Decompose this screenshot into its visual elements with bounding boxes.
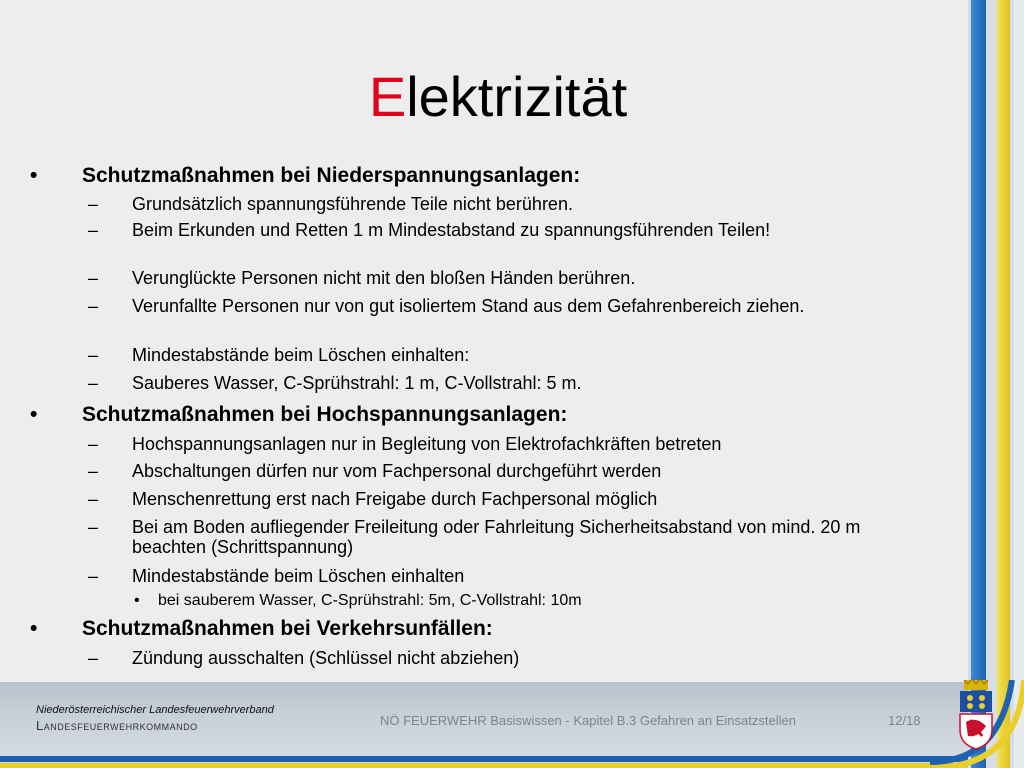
footer-course-text: NÖ FEUERWEHR Basiswissen - Kapitel B.3 Gefahren an Einsatzstellen [380,713,796,728]
list-item-text: Abschaltungen dürfen nur vom Fachpersonal durchgeführt werden [132,461,662,481]
section-heading-text: Schutzmaßnahmen bei Niederspannungsanlagen: [82,164,581,187]
list-item-text: Hochspannungsanlagen nur in Begleitung von Elektrofachkräften betreten [132,434,722,454]
dash-icon: – [88,461,99,481]
footer-blue-line [0,756,968,762]
dash-icon: – [88,296,99,316]
noe-feuerwehr-emblem-icon [956,678,996,750]
list-item-text: Verunglückte Personen nicht mit den bloßen Händen berühren. [132,268,636,288]
list-item-text: Grundsätzlich spannungsführende Teile nicht berühren. [132,194,573,214]
org-name-line2: Landesfeuerwehrkommando [36,718,198,733]
slide-title [0,62,996,132]
dash-icon: – [88,489,99,509]
bullet-icon: • [134,592,140,609]
list-item-text: Bei am Boden aufliegender Freileitung oder Fahrleitung Sicherheitsabstand von mind. 20 m beachten (Schrittspannung) [132,517,861,557]
section-heading-text: Schutzmaßnahmen bei Hochspannungsanlagen: [82,403,568,426]
list-item-text: Beim Erkunden und Retten 1 m Mindestabstand zu spannungsführenden Teilen! [132,220,771,240]
dash-icon: – [88,517,99,537]
footer-yellow-line [0,763,968,768]
dash-icon: – [88,194,99,214]
light-stripe [1014,0,1024,768]
dash-icon: – [88,220,99,240]
list-item-text: Mindestabstände beim Löschen einhalten [132,566,465,586]
list-item-text: Menschenrettung erst nach Freigabe durch Fachpersonal möglich [132,489,658,509]
page-number: 12/18 [888,713,921,728]
list-item-text: Verunfallte Personen nur von gut isoliertem Stand aus dem Gefahrenbereich ziehen. [132,296,805,316]
dash-icon: – [88,268,99,288]
dash-icon: – [88,345,99,365]
dash-icon: – [88,373,99,393]
org-name-line1: Niederösterreichischer Landesfeuerwehrverband [36,704,274,716]
section-heading-text: Schutzmaßnahmen bei Verkehrsunfällen: [82,617,493,640]
dash-icon: – [88,566,99,586]
sub-list-item-text: bei sauberem Wasser, C-Sprühstrahl: 5m, C-Vollstrahl: 10m [158,592,582,609]
bullet-icon: • [30,617,38,640]
title-first-letter: E [368,65,407,128]
bullet-icon: • [30,164,38,187]
yellow-stripe [997,0,1010,768]
title-rest: lektrizität [406,65,628,128]
list-item-text: Mindestabstände beim Löschen einhalten: [132,345,470,365]
dash-icon: – [88,434,99,454]
bullet-icon: • [30,403,38,426]
list-item-text: Sauberes Wasser, C-Sprühstrahl: 1 m, C-Vollstrahl: 5 m. [132,373,582,393]
list-item-text: Zündung ausschalten (Schlüssel nicht abziehen) [132,648,520,668]
dash-icon: – [88,648,99,668]
